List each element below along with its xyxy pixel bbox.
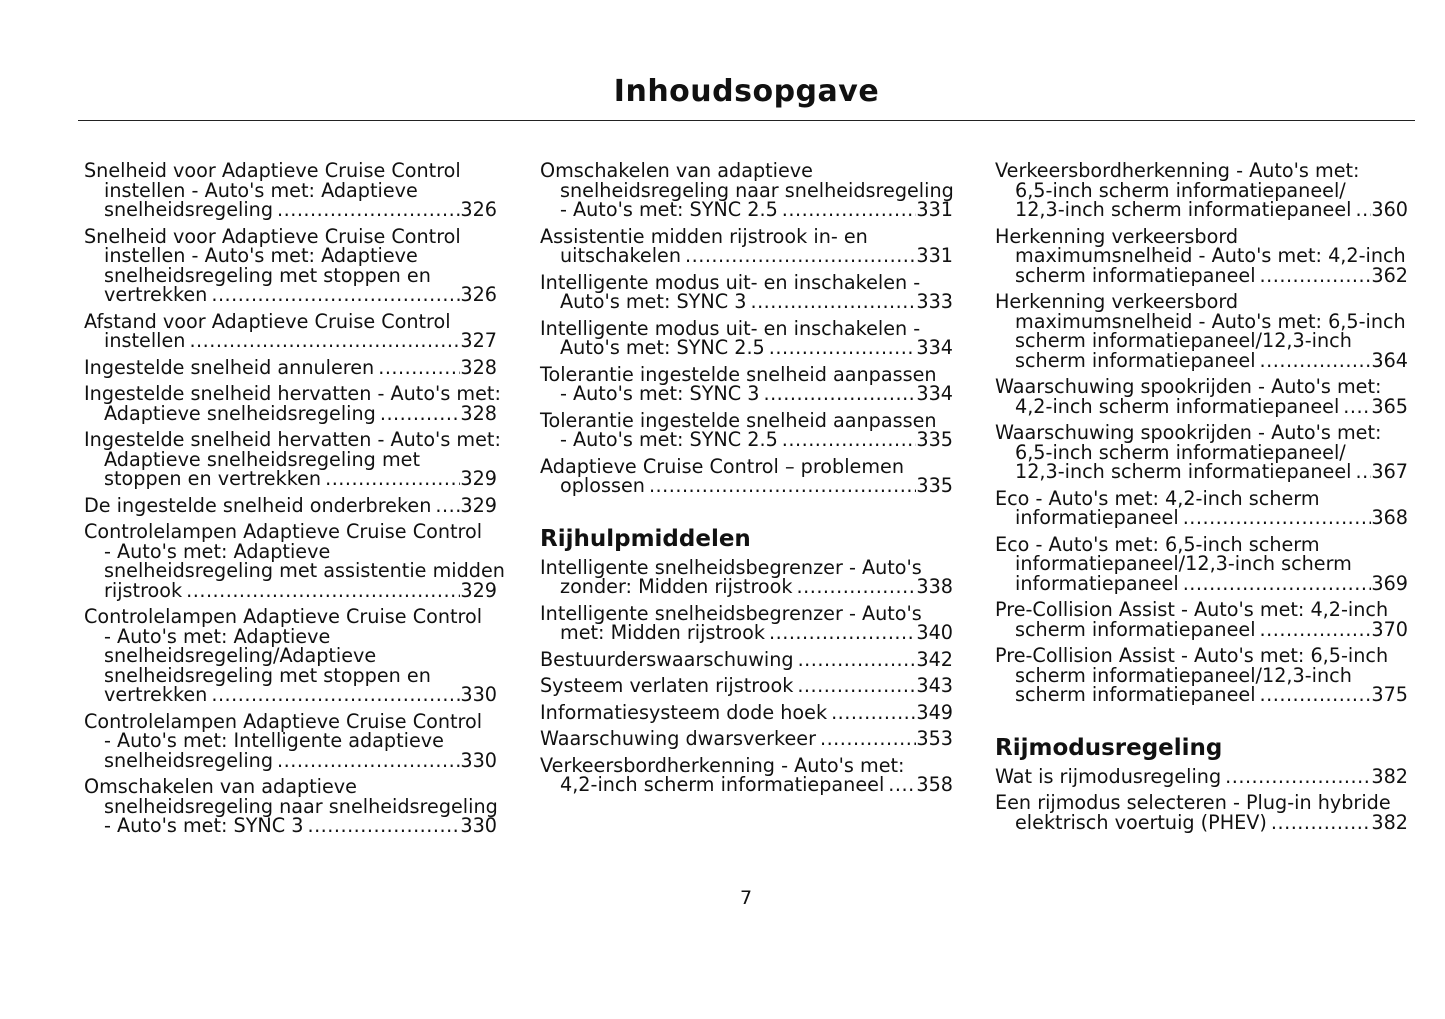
toc-entry[interactable] <box>995 793 1408 832</box>
toc-entry-text: scherm informatiepaneel <box>1015 683 1256 706</box>
toc-entry-text: snelheidsregeling <box>104 748 274 772</box>
toc-entry-text: Snelheid voor Adaptieve Cruise Control <box>84 159 461 182</box>
toc-entry-text: scherm informatiepaneel <box>1015 617 1256 641</box>
dot-leader <box>1260 685 1372 705</box>
toc-entry[interactable] <box>995 600 1408 639</box>
dot-leader <box>798 650 917 670</box>
toc-entry[interactable] <box>540 362 953 405</box>
dot-leader <box>325 469 460 489</box>
toc-page-number: 330 <box>460 683 497 706</box>
toc-entry-text: instellen - Auto's met: Adaptieve <box>104 178 418 202</box>
dot-leader <box>1355 200 1371 220</box>
toc-entry[interactable] <box>84 607 497 705</box>
toc-entry-text: snelheidsregeling met assistentie midden <box>104 559 505 582</box>
toc-entry[interactable] <box>540 224 953 267</box>
toc-entry-text: De ingestelde snelheid onderbreken <box>84 493 432 517</box>
toc-entry[interactable] <box>84 355 497 379</box>
section-heading: Rijmodusregeling <box>995 734 1223 761</box>
toc-page-number: 338 <box>916 575 953 598</box>
dot-leader <box>211 285 460 305</box>
toc-page-number: 362 <box>1371 263 1408 287</box>
toc-page-number: 370 <box>1371 617 1408 641</box>
toc-entry-text: Een rijmodus selecteren - Plug-in hybride <box>995 791 1391 814</box>
toc-page-number: 331 <box>916 198 953 221</box>
toc-entry[interactable] <box>540 753 953 796</box>
toc-column-1 <box>84 159 505 843</box>
toc-entry-text: Waarschuwing spookrijden - Auto's met: <box>995 375 1382 398</box>
toc-entry-text: - Auto's met: SYNC 3 <box>104 814 304 837</box>
toc-entry-text: Snelheid voor Adaptieve Cruise Control <box>84 224 461 248</box>
toc-page-number: 364 <box>1371 348 1408 372</box>
toc-entry[interactable] <box>995 764 1408 788</box>
dot-leader <box>831 703 916 723</box>
toc-entry-text: 12,3-inch scherm informatiepaneel <box>1015 460 1352 483</box>
toc-page-number: 326 <box>460 283 497 306</box>
dot-leader <box>797 676 916 696</box>
dot-leader <box>769 338 917 358</box>
toc-page-number: 329 <box>460 493 497 517</box>
toc-entry[interactable] <box>995 486 1408 529</box>
dot-leader <box>211 685 460 705</box>
toc-entry-text: Omschakelen van adaptieve <box>84 775 357 798</box>
toc-page-number: 365 <box>1371 394 1408 418</box>
toc-page-number: 382 <box>1371 810 1408 834</box>
toc-page-number: 368 <box>1371 506 1408 529</box>
toc-page-number: 334 <box>916 382 953 405</box>
toc-entry-text: uitschakelen <box>560 244 682 267</box>
toc-entry-text: vertrekken <box>104 683 208 706</box>
dot-leader <box>782 200 917 220</box>
dot-leader <box>797 577 917 597</box>
toc-entry-text: scherm informatiepaneel/12,3-inch <box>1015 329 1352 352</box>
toc-entry-text: Ingestelde snelheid annuleren <box>84 355 375 379</box>
section-heading: Rijhulpmiddelen <box>540 525 751 552</box>
toc-entry-text: vertrekken <box>104 283 208 306</box>
toc-entry-text: Eco - Auto's met: 4,2-inch scherm <box>995 486 1320 510</box>
toc-entry-text: Intelligente snelheidsbegrenzer - Auto's <box>540 601 922 625</box>
toc-entry-text: Pre-Collision Assist - Auto's met: 4,2-inch <box>995 598 1389 621</box>
toc-entry[interactable] <box>540 270 953 313</box>
toc-entry-text: Pre-Collision Assist - Auto's met: 6,5-inch <box>995 644 1389 667</box>
toc-entry[interactable] <box>995 646 1408 705</box>
toc-page-number: 328 <box>460 401 497 425</box>
toc-entry[interactable] <box>995 532 1408 595</box>
toc-page-number: 329 <box>460 467 497 490</box>
dot-leader <box>1225 767 1371 787</box>
toc-page-number: 367 <box>1371 460 1408 483</box>
toc-entry[interactable] <box>84 493 497 517</box>
dot-leader <box>186 581 460 601</box>
toc-entry[interactable] <box>540 647 953 671</box>
toc-page-number: 328 <box>460 355 497 379</box>
dot-leader <box>1260 351 1372 371</box>
toc-page-number: 369 <box>1371 571 1408 595</box>
toc-entry-text: rijstrook <box>104 578 183 602</box>
toc-entry-text: Wat is rijmodusregeling <box>995 764 1222 788</box>
toc-entry-text: informatiepaneel <box>1015 506 1179 529</box>
toc-entry-text: snelheidsregeling met stoppen en <box>104 663 431 687</box>
toc-entry-text: Assistentie midden rijstrook in- en <box>540 224 868 248</box>
toc-entry-text: oplossen <box>560 474 645 497</box>
dot-leader <box>277 200 460 220</box>
toc-entry[interactable] <box>540 161 953 220</box>
toc-entry[interactable] <box>540 316 953 359</box>
toc-entry[interactable] <box>84 428 501 490</box>
toc-entry[interactable] <box>995 377 1408 416</box>
toc-entry-text: Tolerantie ingestelde snelheid aanpassen <box>540 362 937 386</box>
toc-page-number: 329 <box>460 578 497 602</box>
toc-entry-text: Ingestelde snelheid hervatten - Auto's met: <box>84 382 501 405</box>
toc-column-2 <box>540 161 953 802</box>
toc-page-number: 330 <box>460 748 497 772</box>
dot-leader <box>685 246 916 266</box>
toc-entry-text: instellen - Auto's met: Adaptieve <box>104 244 418 267</box>
toc-entry[interactable] <box>84 777 497 836</box>
toc-entry-text: informatiepaneel/12,3-inch scherm <box>1015 552 1352 575</box>
toc-entry-text: snelheidsregeling naar snelheidsregeling <box>104 794 498 818</box>
dot-leader <box>189 331 460 351</box>
toc-page-number: 358 <box>916 773 953 796</box>
toc-entry-text: Adaptieve Cruise Control – problemen <box>540 454 905 478</box>
toc-entry-text: Adaptieve snelheidsregeling met <box>104 447 420 471</box>
dot-leader <box>277 751 460 771</box>
toc-entry-text: stoppen en vertrekken <box>104 467 322 490</box>
toc-entry-text: Herkenning verkeersbord <box>995 290 1239 313</box>
toc-column-3 <box>995 161 1408 839</box>
toc-entry-text: Bestuurderswaarschuwing <box>540 647 794 671</box>
toc-entry-text: 6,5-inch scherm informatiepaneel/ <box>1015 440 1346 464</box>
toc-page-number: 360 <box>1371 198 1408 221</box>
toc-page-number: 340 <box>916 621 953 644</box>
toc-entry-text: scherm informatiepaneel <box>1015 348 1256 372</box>
toc-entry-text: - Auto's met: SYNC 2.5 <box>560 428 778 451</box>
toc-entry-text: - Auto's met: SYNC 3 <box>560 382 760 405</box>
toc-page-number: 333 <box>916 290 953 313</box>
toc-entry[interactable] <box>540 700 953 724</box>
toc-entry-text: scherm informatiepaneel/12,3-inch <box>1015 663 1352 687</box>
toc-entry-text: instellen <box>104 329 186 352</box>
page-title: Inhoudsopgave <box>613 74 880 109</box>
toc-entry-text: Afstand voor Adaptieve Cruise Control <box>84 309 451 333</box>
toc-entry-text: 6,5-inch scherm informatiepaneel/ <box>1015 178 1346 202</box>
dot-leader <box>378 358 460 378</box>
toc-entry-text: Controlelampen Adaptieve Cruise Control <box>84 605 483 628</box>
dot-leader <box>763 384 916 404</box>
toc-entry-text: snelheidsregeling met stoppen en <box>104 263 431 287</box>
toc-entry-text: Intelligente snelheidsbegrenzer - Auto's <box>540 555 922 579</box>
dot-leader <box>1183 508 1372 528</box>
toc-entry[interactable] <box>540 408 953 451</box>
toc-entry-text: snelheidsregeling/Adaptieve <box>104 644 377 667</box>
toc-entry-text: 4,2-inch scherm informatiepaneel <box>1015 394 1340 418</box>
toc-entry-text: - Auto's met: SYNC 2.5 <box>560 198 778 221</box>
toc-entry-text: 12,3-inch scherm informatiepaneel <box>1015 198 1352 221</box>
toc-entry[interactable] <box>995 224 1408 287</box>
toc-entry-text: Auto's met: SYNC 3 <box>560 290 747 313</box>
toc-entry-text: Controlelampen Adaptieve Cruise Control <box>84 520 483 543</box>
toc-page-number: 331 <box>916 244 953 267</box>
toc-entry-text: Eco - Auto's met: 6,5-inch scherm <box>995 532 1320 556</box>
toc-page-number: 343 <box>916 674 953 697</box>
toc-entry-text: - Auto's met: Intelligente adaptieve <box>104 729 444 752</box>
dot-leader <box>888 775 916 795</box>
toc-entry-text: 4,2-inch scherm informatiepaneel <box>560 773 885 796</box>
toc-entry-text: Waarschuwing spookrijden - Auto's met: <box>995 421 1382 444</box>
dot-leader <box>649 476 916 496</box>
page-number: 7 <box>739 887 753 909</box>
dot-leader <box>1183 574 1372 594</box>
toc-entry-text: scherm informatiepaneel <box>1015 263 1256 287</box>
toc-entry[interactable] <box>540 676 953 696</box>
toc-entry[interactable] <box>540 729 953 749</box>
toc-page-number: 335 <box>916 474 953 497</box>
toc-entry-text: zonder: Midden rijstrook <box>560 575 793 598</box>
toc-entry[interactable] <box>540 454 953 497</box>
toc-entry[interactable] <box>84 309 497 352</box>
dot-leader <box>1260 266 1372 286</box>
toc-page-number: 349 <box>916 700 953 724</box>
toc-entry-text: Tolerantie ingestelde snelheid aanpassen <box>540 408 937 432</box>
toc-entry-text: Intelligente modus uit- en inschakelen - <box>540 316 921 340</box>
toc-entry-text: maximumsnelheid - Auto's met: 4,2-inch <box>1015 244 1406 267</box>
toc-page-number: 375 <box>1371 683 1408 706</box>
toc-entry-text: Intelligente modus uit- en inschakelen - <box>540 270 921 294</box>
toc-entry-text: snelheidsregeling <box>104 198 274 221</box>
toc-entry[interactable] <box>995 161 1408 220</box>
toc-entry[interactable] <box>995 292 1408 370</box>
toc-entry[interactable] <box>84 161 497 220</box>
dot-leader <box>750 292 916 312</box>
title-divider <box>78 120 1415 121</box>
toc-entry-text: Omschakelen van adaptieve <box>540 159 813 182</box>
dot-leader <box>782 430 917 450</box>
dot-leader <box>435 496 460 516</box>
dot-leader <box>380 404 461 424</box>
toc-entry-text: maximumsnelheid - Auto's met: 6,5-inch <box>1015 309 1406 333</box>
toc-entry[interactable] <box>84 709 497 772</box>
toc-entry-text: Verkeersbordherkenning - Auto's met: <box>540 753 905 777</box>
toc-entry-text: elektrisch voertuig (PHEV) <box>1015 810 1267 834</box>
dot-leader <box>1355 462 1371 482</box>
toc-page-number: 327 <box>460 329 497 352</box>
toc-page-number: 353 <box>916 727 953 750</box>
toc-page-number: 330 <box>460 814 497 837</box>
toc-entry-text: Informatiesysteem dode hoek <box>540 700 828 724</box>
toc-entry-text: met: Midden rijstrook <box>560 621 766 644</box>
dot-leader <box>820 729 916 749</box>
toc-entry-text: Adaptieve snelheidsregeling <box>104 401 376 425</box>
toc-entry-text: snelheidsregeling naar snelheidsregeling <box>560 178 954 202</box>
toc-page-number: 326 <box>460 198 497 221</box>
toc-page-number: 342 <box>916 647 953 671</box>
toc-entry[interactable] <box>995 423 1408 482</box>
toc-entry[interactable] <box>540 601 953 644</box>
toc-entry[interactable] <box>84 224 497 306</box>
dot-leader <box>1260 620 1372 640</box>
toc-entry-text: informatiepaneel <box>1015 571 1179 595</box>
toc-entry-text: Controlelampen Adaptieve Cruise Control <box>84 709 483 733</box>
dot-leader <box>1271 813 1371 833</box>
toc-entry-text: Verkeersbordherkenning - Auto's met: <box>995 159 1360 182</box>
toc-entry-text: Waarschuwing dwarsverkeer <box>540 727 816 750</box>
toc-entry[interactable] <box>84 520 505 602</box>
toc-entry-text: Systeem verlaten rijstrook <box>540 674 794 697</box>
dot-leader <box>769 623 916 643</box>
toc-entry-text: Herkenning verkeersbord <box>995 224 1239 248</box>
toc-entry[interactable] <box>84 382 501 425</box>
toc-entry-text: Auto's met: SYNC 2.5 <box>560 336 765 359</box>
toc-entry-text: - Auto's met: Adaptieve <box>104 624 331 648</box>
toc-page-number: 334 <box>916 336 953 359</box>
dot-leader <box>1343 397 1371 417</box>
toc-entry[interactable] <box>540 555 953 598</box>
toc-entry-text: - Auto's met: Adaptieve <box>104 539 331 563</box>
dot-leader <box>307 816 460 836</box>
toc-entry-text: Ingestelde snelheid hervatten - Auto's met: <box>84 428 501 451</box>
toc-page-number: 382 <box>1371 764 1408 788</box>
toc-page-number: 335 <box>916 428 953 451</box>
